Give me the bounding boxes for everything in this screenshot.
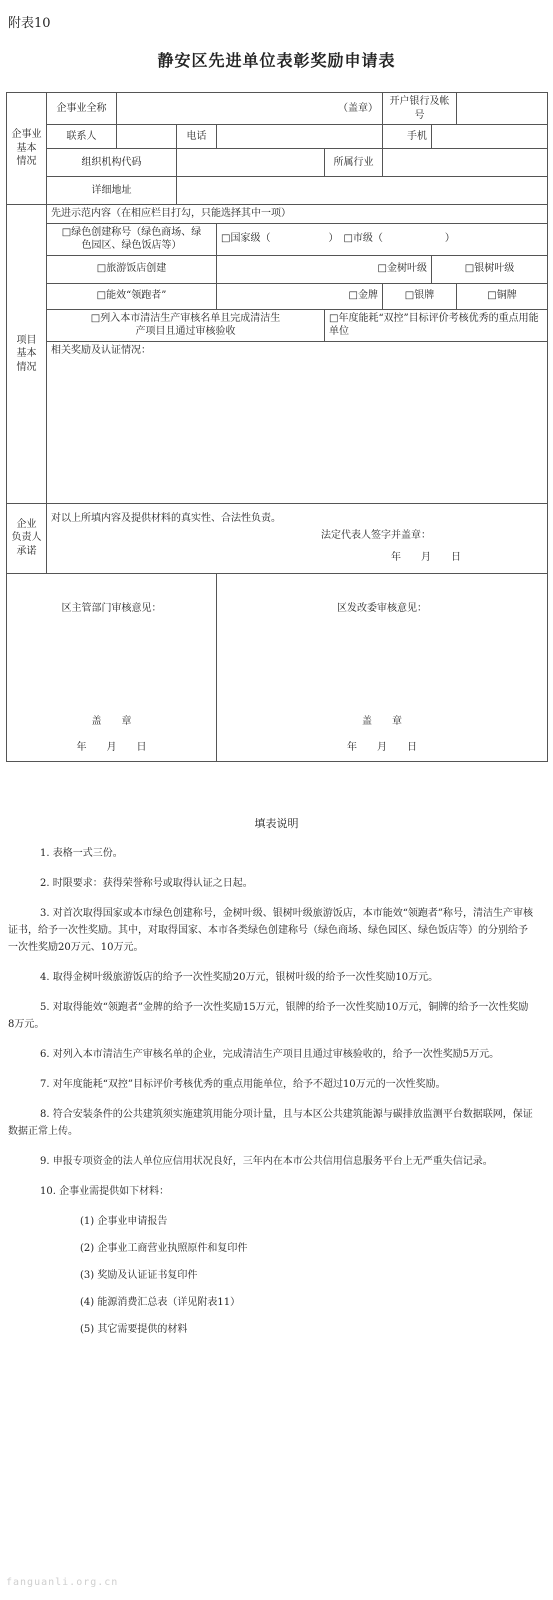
commitment-text: 对以上所填内容及提供材料的真实性、合法性负责。: [51, 512, 281, 524]
silver-medal-checkbox[interactable]: □银牌: [383, 283, 457, 309]
attachment-label: 附表10: [8, 16, 51, 31]
bank-account-label: 开户银行及帐号: [383, 93, 457, 125]
site-watermark: fanguanli.org.cn: [6, 1577, 119, 1588]
city-level-close: ）: [444, 233, 455, 245]
demo-instruction: 先进示范内容（在相应栏目打勾，只能选择其中一项）: [47, 205, 548, 224]
instruction-item: 1. 表格一式三份。: [40, 848, 123, 859]
green-level-options[interactable]: [217, 223, 548, 255]
contact-field[interactable]: [117, 125, 177, 149]
green-title-option[interactable]: □绿色创建称号（绿色商场、绿 色园区、绿色饭店等）: [47, 223, 217, 255]
clean-production-option[interactable]: □列入本市清洁生产审核名单且完成清洁生 产项目且通过审核验收: [47, 309, 325, 341]
material-item: (3) 奖励及认证证书复印件: [80, 1270, 198, 1281]
related-awards-field[interactable]: [47, 359, 548, 503]
drc-review-field[interactable]: [221, 615, 543, 715]
mobile-field[interactable]: [432, 125, 548, 149]
section-basic-info: 企事业 基本 情况: [7, 93, 47, 205]
instruction-item: 3. 对首次取得国家或本市绿色创建称号，金树叶级、银树叶级旅游饭店，本市能效“领跑者”称号，清洁生产审核证书，给予一次性奖励。其中，对取得国家、本市各类绿色创建称号（绿色商场、绿色园区、绿色饭店等）的分别给予一次性奖励20万元、10万元。: [8, 908, 533, 953]
related-awards-label: 相关奖励及认证情况：: [47, 341, 548, 359]
instructions-body: [8, 845, 533, 1348]
city-level-checkbox[interactable]: ） □市级（: [328, 233, 383, 245]
instruction-item: 2. 时限要求：获得荣誉称号或取得认证之日起。: [40, 878, 253, 889]
instruction-item: 6. 对列入本市清洁生产审核名单的企业，完成清洁生产项目且通过审核验收的，给予一次性奖励5万元。: [40, 1049, 500, 1060]
industry-field[interactable]: [383, 149, 548, 177]
material-item: (4) 能源消费汇总表（详见附表11）: [80, 1297, 241, 1308]
seal-hint: （盖章）: [338, 102, 378, 114]
org-code-field[interactable]: [177, 149, 325, 177]
drc-review-block: [217, 573, 548, 761]
material-item: (2) 企事业工商营业执照原件和复印件: [80, 1243, 248, 1254]
section-project-info: 项目 基本 情况: [7, 205, 47, 504]
national-level-checkbox[interactable]: □国家级（: [221, 233, 271, 245]
form-title: 静安区先进单位表彰奖励申请表: [157, 51, 396, 70]
bronze-medal-checkbox[interactable]: □铜牌: [457, 283, 548, 309]
drc-review-label: 区发改委审核意见：: [337, 602, 427, 614]
bank-account-field[interactable]: [457, 93, 548, 125]
district-date[interactable]: 年 月 日: [76, 741, 147, 753]
tourism-hotel-option[interactable]: □旅游饭店创建: [47, 255, 217, 283]
drc-date[interactable]: 年 月 日: [347, 741, 417, 753]
company-name-field[interactable]: [117, 93, 383, 125]
instructions-title: 填表说明: [254, 817, 299, 830]
industry-label: 所属行业: [325, 149, 383, 177]
commitment-date[interactable]: 年 月 日: [391, 551, 461, 563]
legal-representative-signature[interactable]: 法定代表人签字并盖章：: [321, 530, 431, 541]
instruction-item: 4. 取得金树叶级旅游饭店的给予一次性奖励20万元，银树叶级的给予一次性奖励10万元。: [40, 972, 439, 983]
mobile-label: 手机: [383, 125, 432, 149]
district-review-field[interactable]: [11, 615, 212, 715]
material-item: (1) 企事业申请报告: [80, 1216, 168, 1227]
address-field[interactable]: [177, 177, 548, 205]
gold-leaf-checkbox[interactable]: □金树叶级: [217, 255, 432, 283]
instruction-item: 10. 企事业需提供如下材料：: [40, 1186, 170, 1197]
energy-leader-option[interactable]: □能效“领跑者”: [47, 283, 217, 309]
material-item: (5) 其它需要提供的材料: [80, 1324, 188, 1335]
phone-label: 电话: [177, 125, 217, 149]
org-code-label: 组织机构代码: [47, 149, 177, 177]
instruction-item: 5. 对取得能效“领跑者”金牌的给予一次性奖励15万元，银牌的给予一次性奖励10万元，铜牌的给予一次性奖励8万元。: [8, 1002, 529, 1030]
commitment-block: [47, 503, 548, 573]
address-label: 详细地址: [47, 177, 177, 205]
dual-control-option[interactable]: □年度能耗“双控”目标评价考核优秀的重点用能单位: [325, 309, 548, 341]
district-review-block: [7, 573, 217, 761]
silver-leaf-checkbox[interactable]: □银树叶级: [432, 255, 548, 283]
contact-label: 联系人: [47, 125, 117, 149]
company-name-label: 企事业全称: [47, 93, 117, 125]
phone-field[interactable]: [217, 125, 383, 149]
drc-seal: 盖 章: [362, 716, 402, 727]
instruction-item: 9. 申报专项资金的法人单位应信用状况良好，三年内在本市公共信用信息服务平台上无严重失信记录。: [40, 1156, 493, 1167]
district-seal: 盖 章: [91, 716, 132, 727]
gold-medal-checkbox[interactable]: □金牌: [217, 283, 383, 309]
application-form: [6, 92, 548, 762]
instruction-item: 8. 符合安装条件的公共建筑须实施建筑用能分项计量，且与本区公共建筑能源与碳排放监测平台数据联网，保证数据正常上传。: [8, 1109, 533, 1137]
district-review-label: 区主管部门审核意见：: [61, 602, 162, 614]
section-commitment: 企业 负责人 承诺: [7, 503, 47, 573]
instruction-item: 7. 对年度能耗“双控”目标评价考核优秀的重点用能单位，给予不超过10万元的一次性奖励。: [40, 1079, 446, 1090]
